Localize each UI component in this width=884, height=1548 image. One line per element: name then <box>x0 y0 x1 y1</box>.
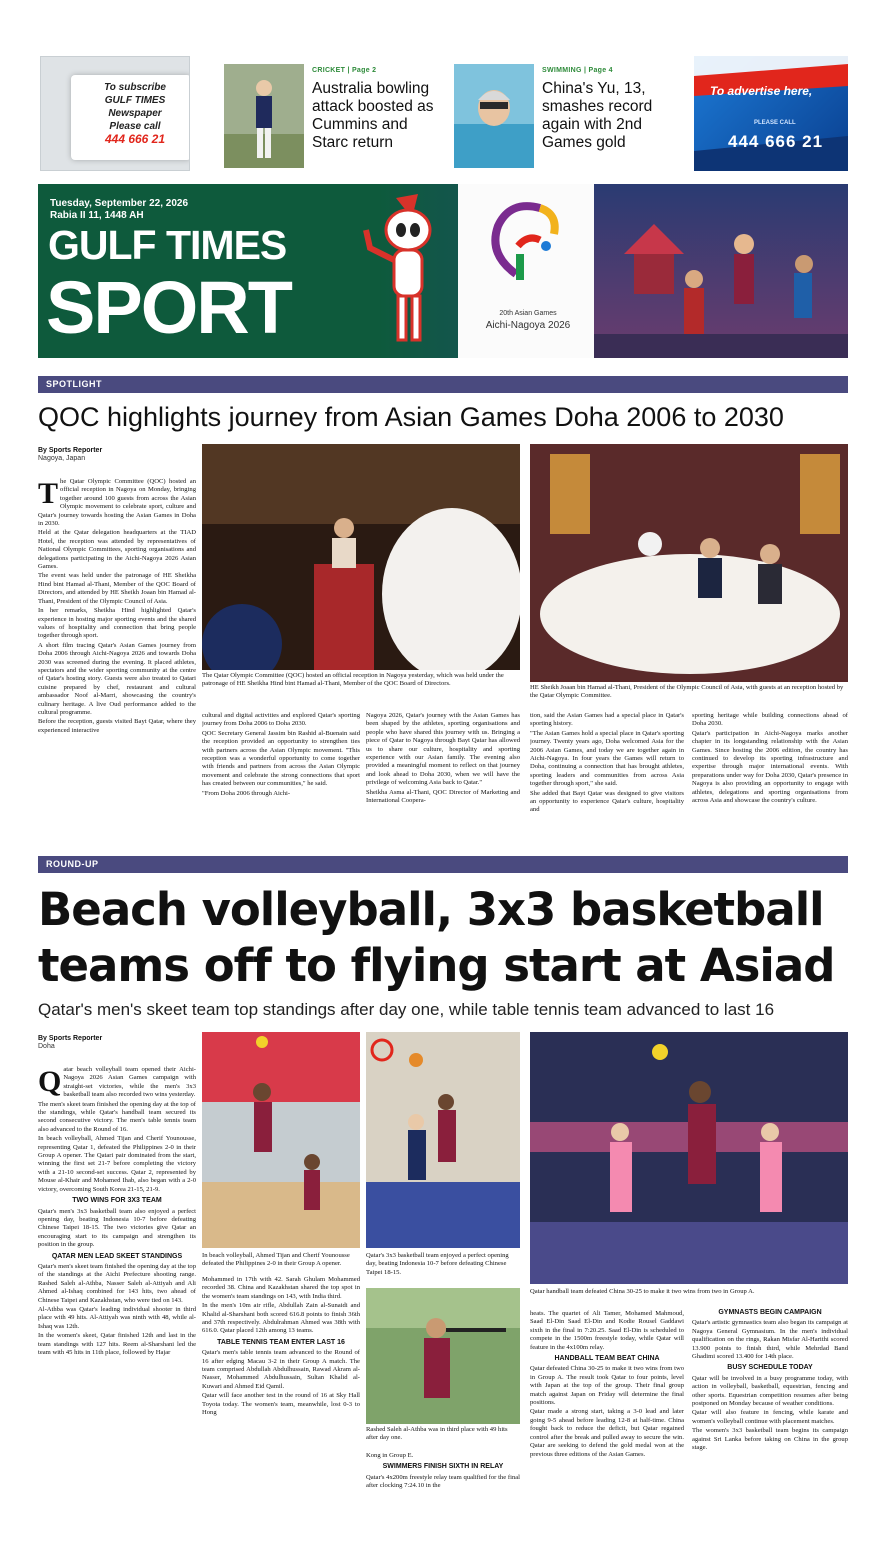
paragraph: Held at the Qatar delegation headquarters at the TIAD Hotel, the reception was attended by representatives of National Olympic Committees, sporting organisations and delegations participating in the Aichi-Nagoya 2026 Asian Games. <box>38 529 196 571</box>
story2-headline-line[interactable]: Beach volleyball, 3x3 basketball <box>38 883 824 936</box>
section-label: SPOTLIGHT <box>46 379 102 389</box>
skeet-photo <box>366 1288 520 1424</box>
dateline: Doha <box>38 1043 55 1050</box>
athletes-collage-image <box>594 184 848 358</box>
story2-deck: Qatar's men's skeet team top standings after day one, while table tennis team advanced to last 16 <box>38 1000 775 1019</box>
story2-column-4 <box>530 1310 684 1522</box>
reception-photo <box>202 444 520 670</box>
paragraph: Qatar's participation in Aichi-Nagoya marks another chapter in its longstanding relationship with the Asian Games. Since hosting the 2006 edition, the country has continued to develop its sporting infrastructure and expertise through major international events. With preparations under way for Doha 2030, Qatar's presence in Nagoya is also providing an opportunity to engage with athletes, delegations and sporting organisations from across Asia and showcase the country's culture. <box>692 729 848 805</box>
byline: By Sports Reporter <box>38 447 103 454</box>
masthead <box>38 184 848 358</box>
story2-column-5 <box>692 1306 848 1522</box>
photo-caption: Qatar handball team defeated China 30-25 to make it two wins from two in Group A. <box>530 1288 755 1295</box>
reception-speaker-image <box>202 444 520 670</box>
asian-games-logo-panel <box>458 184 594 358</box>
subheading: BUSY SCHEDULE TODAY <box>727 1364 813 1372</box>
gregorian-date: Tuesday, September 22, 2026 <box>50 198 189 209</box>
story2-headline-line[interactable]: teams off to flying start at Asiad <box>38 939 835 992</box>
subscribe-text <box>85 81 185 146</box>
asian-games-emblem-icon <box>458 184 594 304</box>
story1-byline-block <box>38 446 196 462</box>
subheading: GYMNASTS BEGIN CAMPAIGN <box>718 1309 822 1316</box>
paragraph: sporting heritage while building connections ahead of Doha 2030. <box>692 712 848 728</box>
masthead-date <box>50 198 188 222</box>
subheading: HANDBALL TEAM BEAT CHINA <box>554 1355 660 1363</box>
paragraph: The women's 3x3 basketball team begins its campaign against Sri Lanka before taking on China in the group stage. <box>692 1427 848 1452</box>
handball-match-image <box>530 1032 848 1284</box>
photo-caption: HE Sheikh Joaan bin Hamad al-Thani, President of the Olympic Council of Asia, with guests at an reception hosted by the Qatar Olympic Committee. <box>530 684 844 700</box>
paragraph: QOC Secretary General Jassim bin Rashid al-Buenain said the reception provided an opportunity to strengthen ties with partners across the Asian Olympic movement. "This reception was a wonderful opportunity to come together with friends and partners from across the Asian Olympic movement and celebrate the strong connections that sport has created between our communities," he said. <box>202 729 360 788</box>
paragraph: Qatar will be involved in a busy programme today, with action in volleyball, basketball, equestrian, fencing and other sports. Equestrian competition resumes after being postponed on Monday because of weather conditions. <box>692 1374 848 1408</box>
section-label-bar <box>38 856 848 873</box>
paragraph: Mohammed in 17th with 42. Sarah Ghulam Mohammed recorded 38. China and Kazakhstan shared the top spot in the women's team standings on 143, with India third. <box>202 1276 360 1300</box>
paragraph: In the men's 10m air rifle, Abdullah Zain al-Sunaidi and Khalid al-Sharshani both scored 616.8 points to finish 36th and 37th respectively. Abdulrahman Ahmed was 38th with 616.0. Qatar placed 12th among 13 teams. <box>202 1302 360 1335</box>
basketball-3x3-image <box>366 1032 520 1248</box>
games-place: Aichi-Nagoya 2026 <box>485 320 571 331</box>
section-name: SPORT <box>46 266 291 349</box>
promo-phone: 444 666 21 <box>104 132 166 146</box>
ad-background-graphic <box>694 56 848 171</box>
paragraph: Qatar's 4x200m freestyle relay team qualified for the final after clocking 7:24.10 in the <box>366 1473 520 1490</box>
paragraph: Sheikha Asma al-Thani, QOC Director of Marketing and International Coopera- <box>366 788 520 805</box>
swimming-teaser-photo <box>454 64 534 168</box>
paragraph: In the women's skeet, Qatar finished 12th and last in the team standings with 127 hits. Reem al-Sharshani led the team with 45 hits in 11th place, followed by Hajar <box>38 1332 196 1356</box>
photo-caption: Qatar's 3x3 basketball team enjoyed a perfect opening day, beating Indonesia 10-7 before defeating Chinese Taipei 18-15. <box>366 1252 509 1276</box>
mascot-illustration <box>356 190 456 356</box>
ad-phone: 444 666 21 <box>728 132 824 151</box>
paragraph: Nagoya 2026, Qatar's journey with the Asian Games has been shaped by the athletes, sporting organisations and people who have shared this journey with us. Bringing a piece of Qatar to Nagoya through Bayt Qatar has allowed us to share our culture, hospitality and sporting experience with our Asian family. The evening also provided a meaningful moment to reflect on that journey and look ahead to Doha 2030, when we will have the privilege of welcoming Asia back to Qatar." <box>366 712 520 787</box>
paragraph: atar beach volleyball team opened their Aichi-Nagoya 2026 Asian Games campaign with straight-set victories, while the men's 3x3 basketball team also recorded two wins yesterday. <box>63 1066 196 1099</box>
byline: By Sports Reporter <box>38 1035 103 1042</box>
beach-volleyball-image <box>202 1032 360 1248</box>
photo-caption: In beach volleyball, Ahmed Tijan and Cherif Younousse defeated the Philippines 2-0 in their Group A opener. <box>202 1252 350 1268</box>
subheading: TABLE TENNIS TEAM ENTER LAST 16 <box>217 1338 345 1346</box>
paragraph: Qatar will also feature in fencing, while karate and women's volleyball continue with placement matches. <box>692 1409 848 1425</box>
cricket-teaser-photo <box>224 64 304 168</box>
skeet-shooter-image <box>366 1288 520 1424</box>
handball-photo <box>530 1032 848 1284</box>
teaser-kicker: SWIMMING | Page 4 <box>542 67 613 74</box>
teaser-kicker: CRICKET | Page 2 <box>312 67 377 74</box>
section-label: ROUND-UP <box>46 859 99 869</box>
promo-line: Please call <box>109 121 161 132</box>
basketball-photo <box>366 1032 520 1248</box>
beach-volleyball-photo <box>202 1032 360 1248</box>
subheading: SWIMMERS FINISH SIXTH IN RELAY <box>382 1463 504 1471</box>
paragraph: In her remarks, Sheikha Hind highlighted Qatar's experience in hosting major sporting events and the shared values of hospitality and connection that bring people together through sport. <box>38 607 196 640</box>
paragraph: Qatar will face another test in the round of 16 at Sky Hall Toyota today. The women's team, meanwhile, lost 0-3 to Hong <box>202 1392 360 1417</box>
section-label-bar <box>38 376 848 393</box>
story2-column-3 <box>366 1452 520 1522</box>
paragraph: he Qatar Olympic Committee (QOC) hosted an official reception in Nagoya on Monday, bringing together around 100 guests from across the Asian Olympic movement to celebrate sport, culture and Qatar's journey towards hosting the Asian Games in Doha in 2030. <box>38 478 196 528</box>
story2-column-2 <box>202 1276 360 1522</box>
story1-headline[interactable]: QOC highlights journey from Asian Games Doha 2006 to 2030 <box>38 402 784 432</box>
games-title: 20th Asian Games <box>499 310 557 317</box>
story2-column-1 <box>38 1066 196 1522</box>
subheading: TWO WINS FOR 3X3 TEAM <box>72 1197 162 1205</box>
dateline: Nagoya, Japan <box>38 455 86 462</box>
drop-cap: Q <box>38 1066 62 1098</box>
story2-byline-block <box>38 1034 196 1050</box>
drop-cap: T <box>38 478 59 510</box>
promo-line: To subscribe <box>104 82 166 93</box>
swimmer-image <box>454 64 534 168</box>
paragraph: tion, said the Asian Games had a special place in Qatar's sporting history. <box>530 712 684 728</box>
paragraph: A short film tracing Qatar's Asian Games journey from Doha 2006 through Aichi-Nagoya 2026 and towards Doha 2030 was screened during the evening. It placed athletes, spectators and the wider sporting community at the centre of Qatar's hosting story. Guests were also treated to Qatari cuisine prepared by chef, restaurant and cultural ambassador Noof al-Marri, showcasing the country's culinary heritage. A live Oud performance added to the cultural programme. <box>38 641 196 716</box>
hijri-date: Rabia II 11, 1448 AH <box>50 210 144 221</box>
ad-small-text: PLEASE CALL <box>754 120 796 126</box>
cricket-player-image <box>224 64 304 168</box>
paragraph: Qatar's men's skeet team finished the opening day at the top of the standings at the Aichi Prefecture shooting range. Rashed Saleh al-Athba, Nasser Saleh al-Attiyah and Ali Ahmed al-Ishaq combined for 143 hits, two ahead of Chinese Taipei and Kazakhstan, who were tied on 143. <box>38 1262 196 1304</box>
paragraph: Qatar's men's 3x3 basketball team also enjoyed a perfect opening day, beating Indonesia 10-7 before defeating Chinese Taipei 18-15. The two victories give Qatar an encouraging start to its campaign and strengthen its position in the group. <box>38 1207 196 1249</box>
paragraph: "The Asian Games hold a special place in Qatar's sporting journey. Twenty years ago, Doha welcomed Asia for the 2006 Asian Games, and today we are together again in Aichi-Nagoya. In four years the Games will return to Doha, continuing a connection that has brought athletes, sporting leaders and communities from across Asia together through sport," she said. <box>530 729 684 788</box>
reception-dinner-image <box>530 444 848 682</box>
paragraph: Before the reception, guests visited Bayt Qatar, where they experienced interactive <box>38 718 196 734</box>
promo-line: Newspaper <box>108 108 162 119</box>
paragraph: Kong in Group E. <box>366 1452 414 1459</box>
subscribe-promo[interactable] <box>40 56 190 171</box>
paragraph: Qatar's artistic gymnastics team also began its campaign at Nagoya General Gymnasium. In the men's individual qualification on the rings, Rakan Misfar Al-Harithi scored 13.900 points to finish third, while Mehrdad Band Ghadimi scored 13.400 for 14th place. <box>692 1319 848 1361</box>
paragraph: Qatar defeated China 30-25 to make it two wins from two in Group A. The result took Qatar to four points, level with Japan at the top of the group. Their final group match against Japan on Friday will determine the final positions. <box>530 1365 684 1407</box>
promo-line: GULF TIMES <box>104 95 166 106</box>
paragraph: cultural and digital activities and explored Qatar's sporting journey from Doha 2006 to Doha 2030. <box>202 712 360 728</box>
advertise-promo[interactable] <box>694 56 848 171</box>
teaser-headline[interactable]: Australia bowling attack boosted as Cummins and Starc return <box>312 80 434 151</box>
paragraph: The event was held under the patronage of HE Sheikha Hind bint Hamad al-Thani, Member of the QOC Board of Directors, and attended by HE Sheikh Joaan bin Hamad al-Thani, President of the Olympic Council of Asia. <box>38 572 196 605</box>
paragraph: She added that Bayt Qatar was designed to give visitors an opportunity to experience Qatar's culture, hospitality and <box>530 789 684 814</box>
ad-text: To advertise here, <box>710 84 813 98</box>
photo-caption: Rashed Saleh al-Athba was in third place with 49 hits after day one. <box>366 1426 508 1442</box>
paragraph: heats. The quartet of Ali Tamer, Mohamed Mahmoud, Saad El-Din Saad El-Din and Kodie Rousel Gaddawi sixth in the final in 7:20.25. Saad El-Din is scheduled to compete in the 1500m freestyle today, while Qatar will feature in the 4x100m relay. <box>530 1310 684 1351</box>
subheading: QATAR MEN LEAD SKEET STANDINGS <box>51 1252 183 1260</box>
paragraph: "From Doha 2006 through Aichi- <box>202 789 291 797</box>
paragraph: Al-Athba was Qatar's leading individual shooter in third place with 49 hits. Al-Attiyah was ninth with 48, while al-Ishaq was 12th. <box>38 1305 196 1330</box>
paragraph: In beach volleyball, Ahmed Tijan and Cherif Younousse, representing Qatar 1, defeated the Philippines 2-0 in their Group A opener. The Qatari pair dominated from the start, winning the first set 21-7 before completing the victory with a 21-10 second-set success. Qatar 2, represented by Mouse al-Khair and Mohamed Ihab, also began with a 2-0 victory, overcoming South Korea 21-15, 21-9. <box>38 1135 196 1193</box>
teaser-headline[interactable]: China's Yu, 13, smashes record again with 2nd Games gold <box>542 80 653 151</box>
photo-caption: The Qatar Olympic Committee (QOC) hosted an official reception in Nagoya yesterday, which was held under the patronage of HE Sheikha Hind bint Hamad al-Thani, Member of the QOC Board of Directors. <box>202 672 504 688</box>
story1-column-1 <box>38 478 196 894</box>
paragraph: Qatar made a strong start, taking a 3-0 lead and later going 9-5 ahead before leading 12-8 at half-time. China fought back to reduce the deficit, but Qatar regained control after the break and pulled away to secure the win. Qatar are seeking to defend the gold medal won at the previous three editions of the Asian Games. <box>530 1408 684 1458</box>
paragraph: The men's skeet team finished the opening day at the top of the standings, while Qatar's handball team secured its second consecutive victory. The men's table tennis team also advanced to the Round of 16. <box>38 1100 196 1133</box>
dinner-photo <box>530 444 848 682</box>
paragraph: Qatar's men's table tennis team advanced to the Round of 16 after edging Macau 3-2 in their Group A match. The team comprised Abdullah Abdulhussain, Rawad Akram al-Nasser, Mohammed Abdulhussain, Sultan Khalid al-Kuwari and Ahmed Eid Qamil. <box>202 1349 360 1390</box>
brand-name: GULF TIMES <box>48 222 287 268</box>
